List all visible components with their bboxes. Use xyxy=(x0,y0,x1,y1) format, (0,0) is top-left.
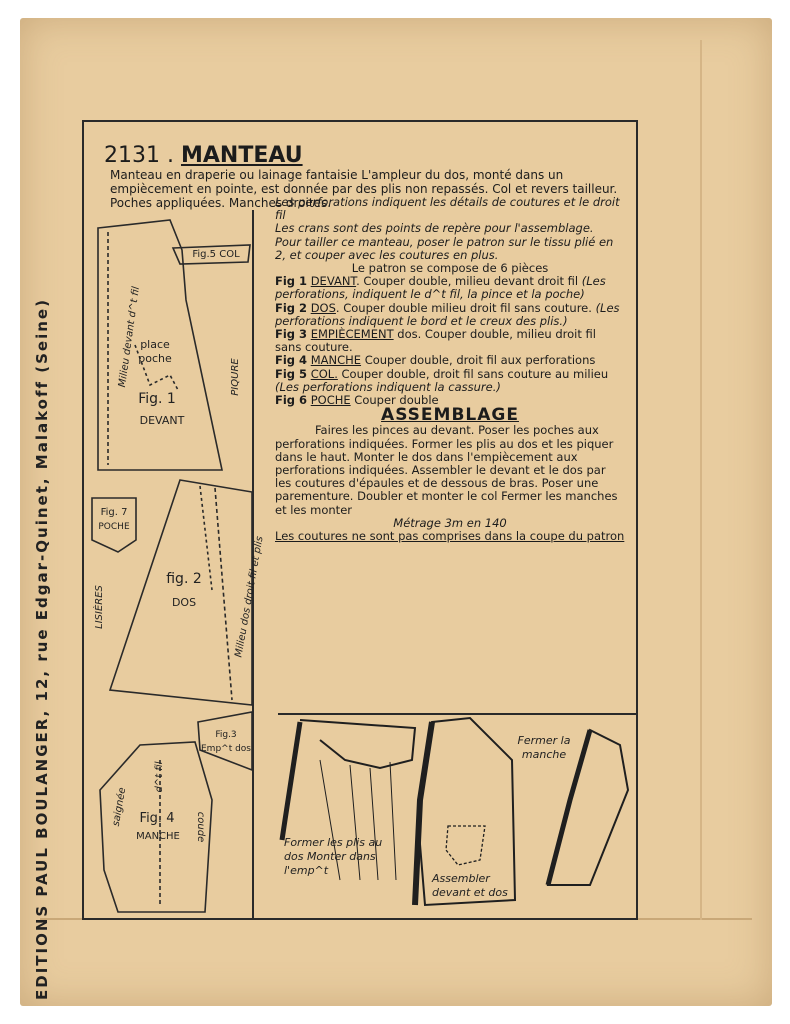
label-coude: coude xyxy=(195,811,206,843)
label-fig4-name: MANCHE xyxy=(136,831,180,842)
label-piqure: PIQURE xyxy=(230,358,241,396)
piece-fig2: Fig 2 DOS. Couper double milieu droit fil sans couture. (Les perforations indiquent le bord et le creux des plis.) xyxy=(275,300,620,328)
label-saignee: saignée xyxy=(110,786,129,828)
label-drfil: d^t fil xyxy=(154,761,165,793)
piece-fig6: Fig 6 POCHE Couper double xyxy=(275,393,439,408)
assemblage-text: Faires les pinces au devant. Poser les poches aux perforations indiquées. Former les plis au dos et les piquer dans le haut. Monter le dos dans l'empiècement aux perforations indiquées. Assembler le devant et le dos par les coutures d'épaules et de dessous de bras. Poser une parementure. Doubler et monter le col Fermer les manches et les monter xyxy=(275,423,618,517)
note-perforations: Les perforations indiquent les détails de coutures et le droit fil xyxy=(275,195,620,223)
label-lisieres: LISIÈRES xyxy=(94,585,105,629)
instructions-text xyxy=(275,196,625,543)
note-crans: Les crans sont des points de repère pour l'assemblage. xyxy=(275,221,594,236)
label-place-poche: place poche xyxy=(138,338,172,365)
label-fig4: Fig. 4 xyxy=(139,811,175,826)
label-fig2-name: DOS xyxy=(171,596,197,609)
label-milieu-devant: Milieu devant d^t fil xyxy=(116,285,143,389)
pattern-name: MANTEAU xyxy=(180,143,303,168)
piece-fig3: Fig 3 EMPIÈCEMENT dos. Couper double, milieu droit fil sans couture. xyxy=(275,327,596,355)
label-fig1: Fig. 1 xyxy=(138,391,176,407)
seam-allowance-note: Les coutures ne sont pas comprises dans la coupe du patron xyxy=(275,529,625,544)
label-assembler: Assembler devant et dos xyxy=(432,872,508,899)
label-milieu-dos: Milieu dos droit fil et plis xyxy=(233,535,266,659)
pattern-title xyxy=(104,143,303,168)
label-fig3: Fig.3 Emp^t dos xyxy=(200,730,251,754)
piece-fig5: Fig 5 COL. Couper double, droit fil sans couture au milieu (Les perforations indiquent la cassure.) xyxy=(275,366,609,394)
envelope-side-fold xyxy=(700,40,702,920)
label-fig1-name: DEVANT xyxy=(139,414,185,427)
metrage: Métrage 3m en 140 xyxy=(393,515,507,530)
assemblage-heading: ASSEMBLAGE xyxy=(381,405,519,426)
label-former-plis: Former les plis au dos Monter dans l'emp^t xyxy=(284,836,383,877)
label-fermer-manche: Fermer la manche xyxy=(517,734,571,761)
pattern-description: Manteau en draperie ou lainage fantaisie L'ampleur du dos, monté dans un empiècement en pointe, est donnée par des plis non repassés. Col et revers tailleur. Poches appliquées. Manches droites. xyxy=(110,168,618,210)
piece-fig1: Fig 1 DEVANT. Couper double, milieu devant droit fil (Les perforations, indiquent le d^t fil, la pince et la poche) xyxy=(275,274,606,302)
label-fig5: Fig.5 COL xyxy=(192,249,240,260)
label-fig2: fig. 2 xyxy=(166,571,202,587)
piece-fig4: Fig 4 MANCHE Couper double, droit fil aux perforations xyxy=(275,353,596,368)
note-tailler: Pour tailler ce manteau, poser le patron sur le tissu plié en 2, et couper avec les coutures en plus. xyxy=(275,234,614,262)
label-fig7: Fig. 7 xyxy=(100,507,128,518)
pattern-number: 2131 . xyxy=(104,143,174,168)
pieces-intro: Le patron se compose de 6 pièces xyxy=(351,261,549,276)
publisher-address: EDITIONS PAUL BOULANGER, 12, rue Edgar-Quinet, Malakoff (Seine) xyxy=(33,298,51,1000)
label-fig7-name: POCHE xyxy=(98,522,130,532)
